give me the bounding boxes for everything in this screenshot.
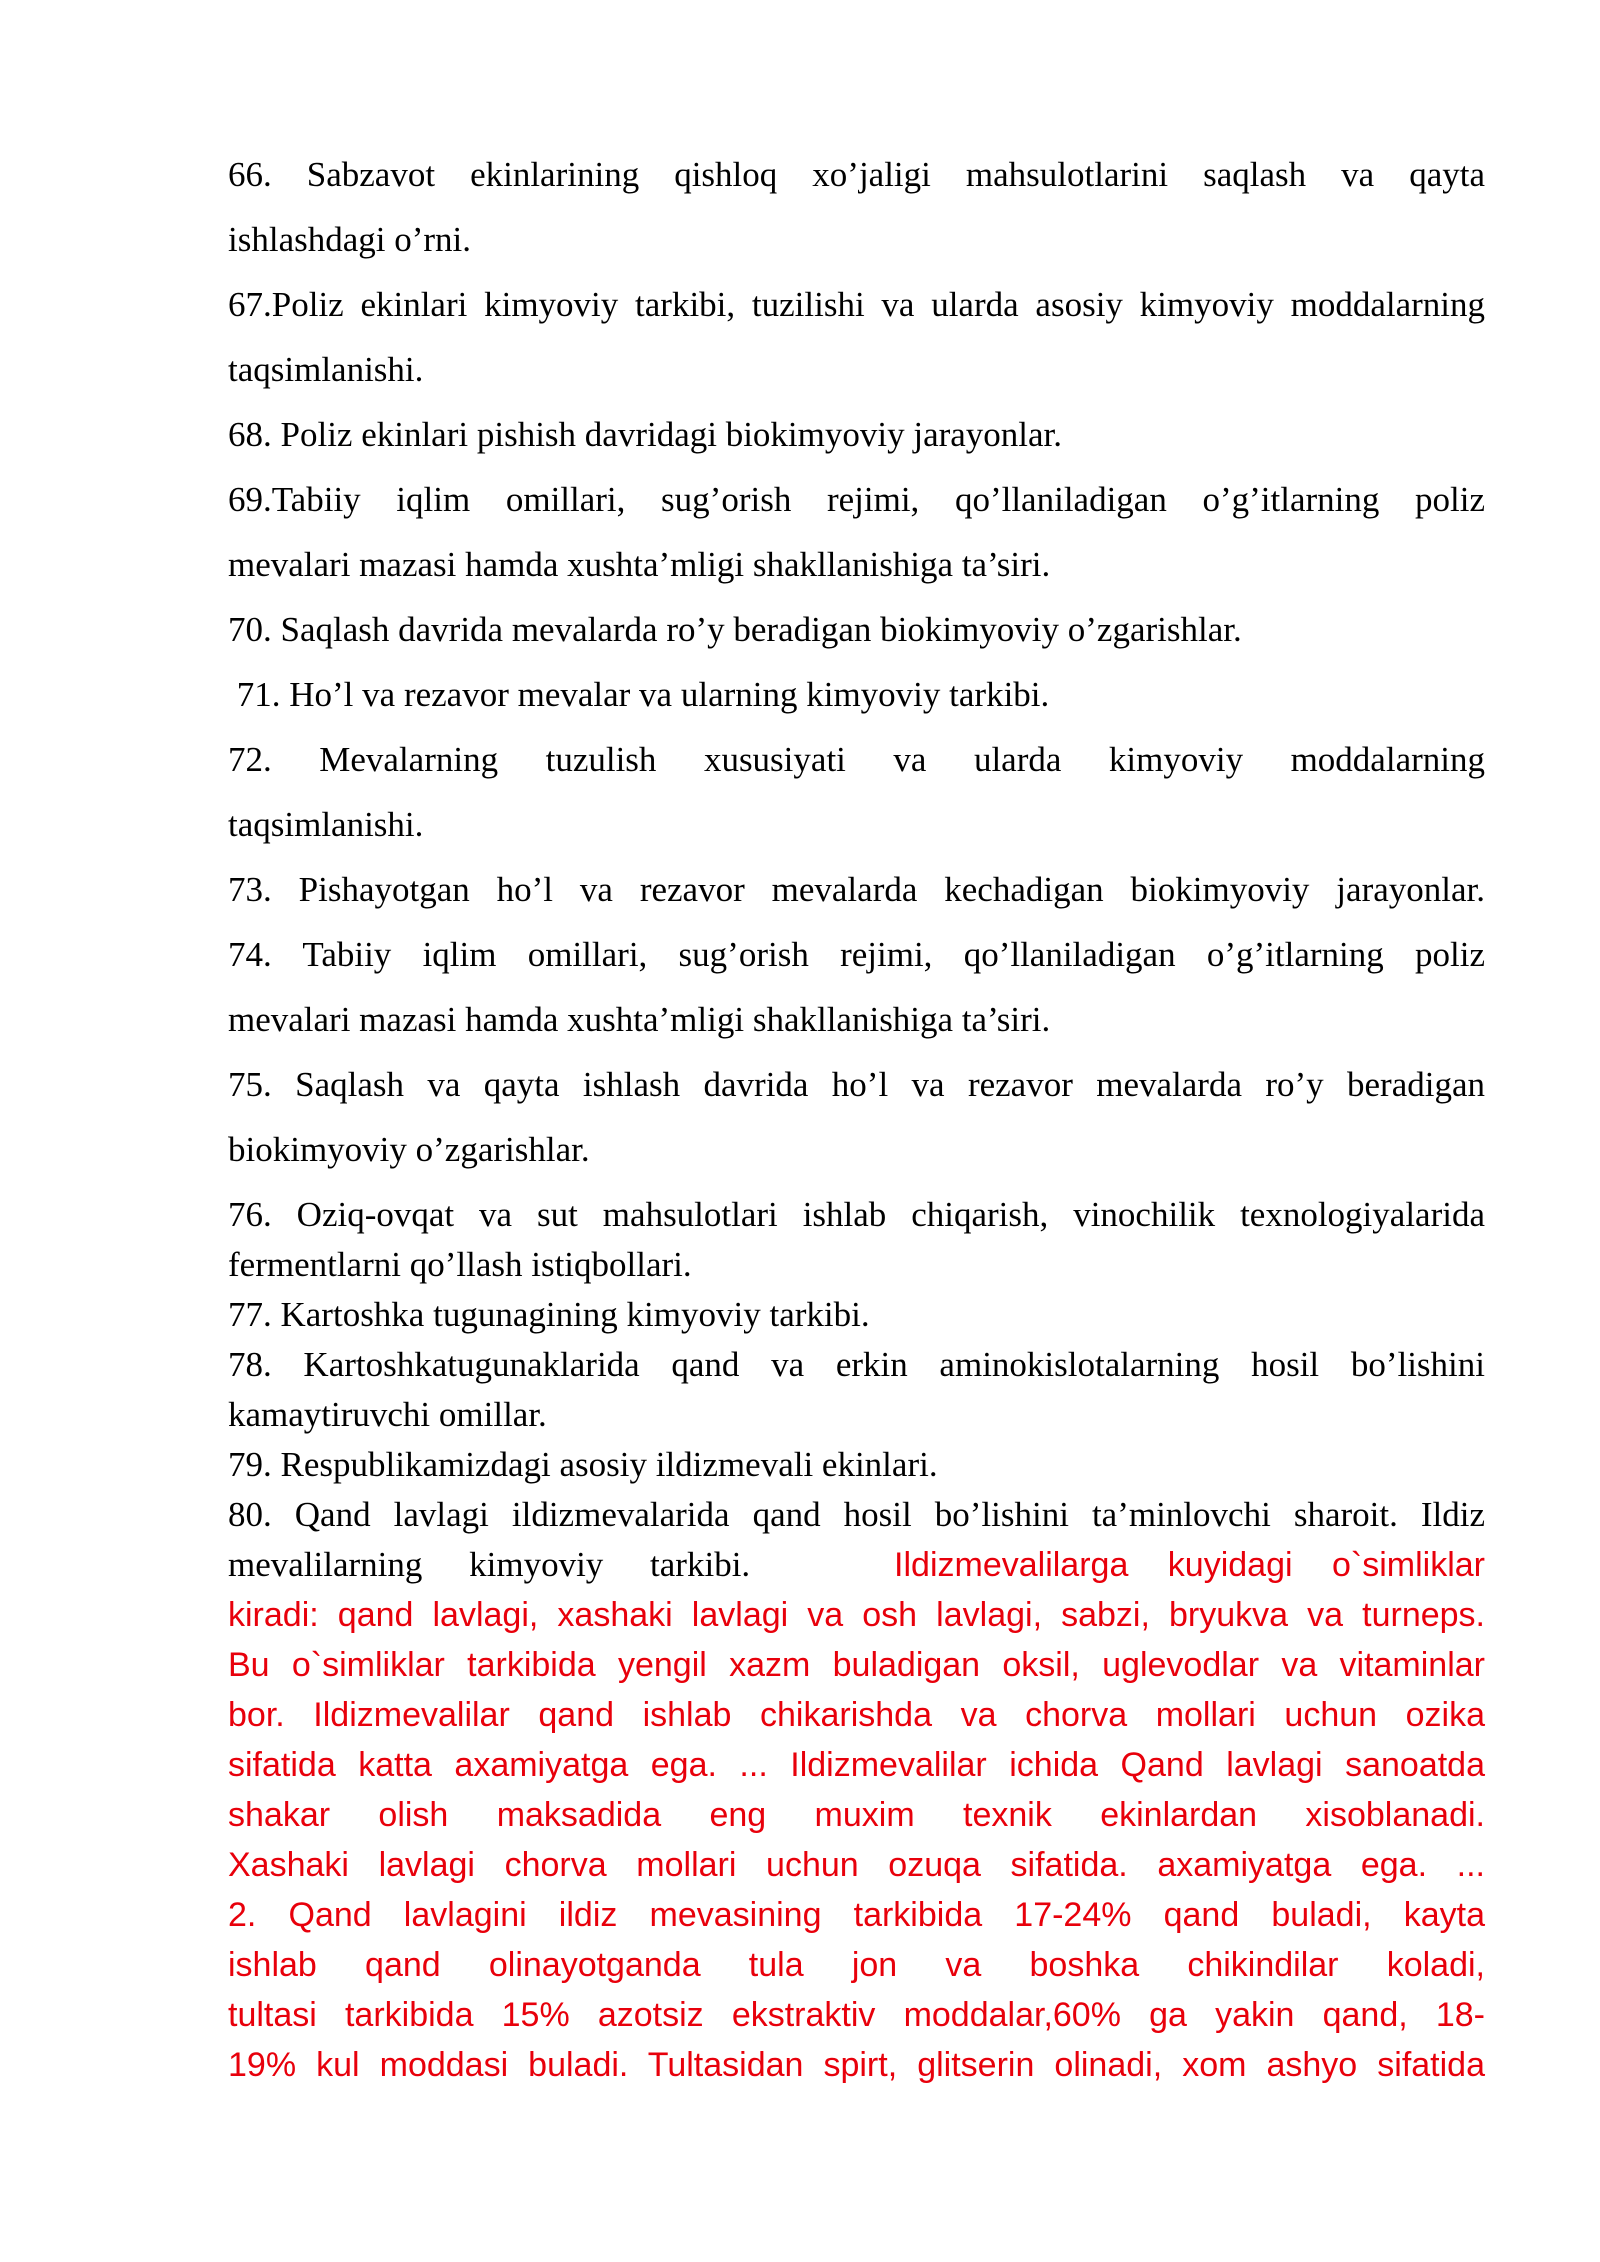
question-73-line-1: 73. Pishayotgan ho’l va rezavor mevalarda kechadigan biokimyoviy jarayonlar. bbox=[228, 870, 1485, 909]
document-page bbox=[228, 142, 1485, 2090]
question-73 bbox=[228, 857, 1485, 922]
question-79 bbox=[228, 1440, 1485, 1490]
question-66-line-1: 66. Sabzavot ekinlarining qishloq xo’jaligi mahsulotlarini saqlash va qayta bbox=[228, 155, 1485, 194]
question-66-line-2: ishlashdagi o’rni. bbox=[228, 220, 472, 259]
question-67-line-1: 67.Poliz ekinlari kimyoviy tarkibi, tuzilishi va ularda asosiy kimyoviy moddalarning bbox=[228, 285, 1485, 324]
question-74-line-2: mevalari mazasi hamda xushta’mligi shakllanishiga ta’siri. bbox=[228, 1000, 1051, 1039]
question-77 bbox=[228, 1290, 1485, 1340]
question-78-line-1: 78. Kartoshkatugunaklarida qand va erkin aminokislotalarning hosil bo’lishini bbox=[228, 1345, 1485, 1384]
answer-line-9: tultasi tarkibida 15% azotsiz ekstraktiv moddalar,60% ga yakin qand, 18- bbox=[228, 1996, 1485, 2034]
question-80 bbox=[228, 1490, 1485, 2090]
question-71-line-1: 71. Ho’l va rezavor mevalar va ularning kimyoviy tarkibi. bbox=[228, 675, 1050, 714]
question-68-line-1: 68. Poliz ekinlari pishish davridagi biokimyoviy jarayonlar. bbox=[228, 415, 1063, 454]
question-74-line-1: 74. Tabiiy iqlim omillari, sug’orish rejimi, qo’llaniladigan o’g’itlarning poliz bbox=[228, 935, 1485, 974]
answer-line-0: Ildizmevalilarga kuyidagi o`simliklar bbox=[894, 1546, 1485, 1584]
question-72-line-2: taqsimlanishi. bbox=[228, 805, 424, 844]
question-70 bbox=[228, 597, 1485, 662]
question-80-line-2-text: mevalilarning kimyoviy tarkibi. bbox=[228, 1545, 751, 1584]
answer-line-8: ishlab qand olinayotganda tula jon va boshka chikindilar koladi, bbox=[228, 1946, 1485, 1984]
question-76-line-2: fermentlarni qo’llash istiqbollari. bbox=[228, 1245, 692, 1284]
question-75 bbox=[228, 1052, 1485, 1182]
answer-line-6: Xashaki lavlagi chorva mollari uchun ozuqa sifatida. axamiyatga ega. ... bbox=[228, 1846, 1485, 1884]
question-68 bbox=[228, 402, 1485, 467]
answer-line-2: Bu o`simliklar tarkibida yengil xazm buladigan oksil, uglevodlar va vitaminlar bbox=[228, 1646, 1485, 1684]
answer-line-7: 2. Qand lavlagini ildiz mevasining tarkibida 17-24% qand buladi, kayta bbox=[228, 1896, 1485, 1934]
answer-line-3: bor. Ildizmevalilar qand ishlab chikarishda va chorva mollari uchun ozika bbox=[228, 1696, 1485, 1734]
question-69-line-1: 69.Tabiiy iqlim omillari, sug’orish rejimi, qo’llaniladigan o’g’itlarning poliz bbox=[228, 480, 1485, 519]
question-80-line-1: 80. Qand lavlagi ildizmevalarida qand hosil bo’lishini ta’minlovchi sharoit. Ildiz bbox=[228, 1495, 1485, 1534]
question-72 bbox=[228, 727, 1485, 857]
question-75-line-1: 75. Saqlash va qayta ishlash davrida ho’l va rezavor mevalarda ro’y beradigan bbox=[228, 1065, 1485, 1104]
question-69-line-2: mevalari mazasi hamda xushta’mligi shakllanishiga ta’siri. bbox=[228, 545, 1051, 584]
question-76-line-1: 76. Oziq-ovqat va sut mahsulotlari ishlab chiqarish, vinochilik texnologiyalarida bbox=[228, 1195, 1485, 1234]
answer-line-10: 19% kul moddasi buladi. Tultasidan spirt, glitserin olinadi, xom ashyo sifatida bbox=[228, 2046, 1485, 2084]
question-69 bbox=[228, 467, 1485, 597]
question-71 bbox=[228, 662, 1485, 727]
answer-line-1: kiradi: qand lavlagi, xashaki lavlagi va osh lavlagi, sabzi, bryukva va turneps. bbox=[228, 1596, 1485, 1634]
question-75-line-2: biokimyoviy o’zgarishlar. bbox=[228, 1130, 590, 1169]
question-66 bbox=[228, 142, 1485, 272]
question-80-line-2 bbox=[228, 1540, 1485, 1590]
answer-block bbox=[228, 1590, 1485, 2090]
question-77-line-1: 77. Kartoshka tugunagining kimyoviy tarkibi. bbox=[228, 1295, 870, 1334]
question-76 bbox=[228, 1190, 1485, 1290]
question-74 bbox=[228, 922, 1485, 1052]
question-70-line-1: 70. Saqlash davrida mevalarda ro’y beradigan biokimyoviy o’zgarishlar. bbox=[228, 610, 1242, 649]
question-78 bbox=[228, 1340, 1485, 1440]
answer-line-5: shakar olish maksadida eng muxim texnik ekinlardan xisoblanadi. bbox=[228, 1796, 1485, 1834]
question-79-line-1: 79. Respublikamizdagi asosiy ildizmevali ekinlari. bbox=[228, 1445, 938, 1484]
question-67-line-2: taqsimlanishi. bbox=[228, 350, 424, 389]
question-78-line-2: kamaytiruvchi omillar. bbox=[228, 1395, 547, 1434]
question-72-line-1: 72. Mevalarning tuzulish xususiyati va ularda kimyoviy moddalarning bbox=[228, 740, 1485, 779]
question-67 bbox=[228, 272, 1485, 402]
answer-line-4: sifatida katta axamiyatga ega. ... Ildizmevalilar ichida Qand lavlagi sanoatda bbox=[228, 1746, 1485, 1784]
